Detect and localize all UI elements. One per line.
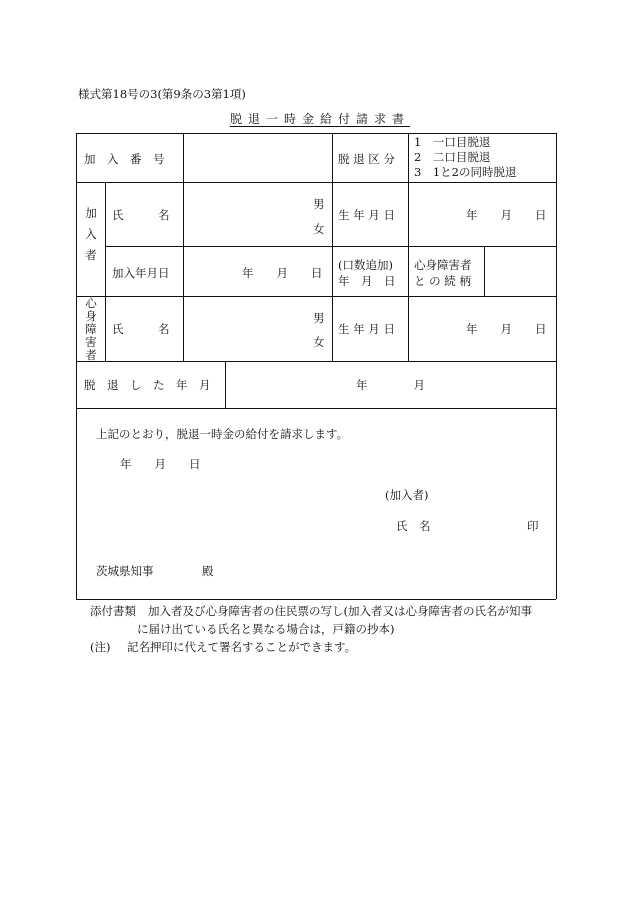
member-group-label: 加入者	[85, 206, 97, 262]
form-code: 様式第18号の3(第9条の3第1項)	[78, 87, 246, 101]
honorific: 殿	[202, 564, 214, 578]
withdrawal-option-1[interactable]: 1 一口目脱退	[414, 135, 491, 149]
withdrawal-month-label: 脱 退 し た 年 月	[84, 378, 211, 392]
applicant-label: (加入者)	[385, 488, 429, 502]
member-name-label: 氏 名	[112, 208, 170, 222]
withdrawal-month-field[interactable]: 年 月	[356, 378, 425, 392]
addressee: 茨城県知事	[96, 564, 154, 578]
join-date-field[interactable]: 年 月 日	[242, 266, 323, 280]
attachments-label: 添付書類	[90, 604, 136, 618]
member-number-label: 加 入 番 号	[84, 152, 165, 166]
member-birthdate-label: 生 年 月 日	[338, 208, 395, 222]
signature-name-label: 氏 名	[396, 519, 431, 533]
attachments-text-line1: 加入者及び心身障害者の住民票の写し(加入者又は心身障害者の氏名が知事	[148, 604, 532, 618]
withdrawal-option-3[interactable]: 3 1と2の同時脱退	[414, 165, 517, 179]
member-number-field[interactable]	[185, 135, 330, 180]
note-label: (注)	[90, 640, 111, 654]
member-birthdate-field[interactable]: 年 月 日	[466, 208, 547, 222]
units-added-label-line2: 年 月 日	[338, 274, 396, 288]
member-sex-female[interactable]: 女	[313, 222, 325, 236]
disabled-sex-male[interactable]: 男	[313, 311, 325, 325]
disabled-group-label: 心身障害者	[85, 296, 97, 362]
disabled-birthdate-field[interactable]: 年 月 日	[466, 322, 547, 336]
disabled-name-field[interactable]	[185, 298, 305, 359]
relation-label-line1: 心身障害者	[414, 258, 472, 272]
note-text: 記名押印に代えて署名することができます。	[127, 640, 357, 654]
member-sex-male[interactable]: 男	[313, 197, 325, 211]
disabled-name-label: 氏 名	[112, 322, 170, 336]
relation-label-line2: と の 続 柄	[414, 274, 471, 288]
relation-field[interactable]	[486, 248, 554, 294]
withdrawal-option-2[interactable]: 2 二口目脱退	[414, 150, 491, 164]
withdrawal-category-label: 脱 退 区 分	[338, 152, 395, 166]
disabled-sex-female[interactable]: 女	[313, 335, 325, 349]
units-added-label-line1: (口数追加)	[338, 258, 393, 272]
seal-mark: 印	[527, 519, 539, 533]
disabled-birthdate-label: 生 年 月 日	[338, 322, 395, 336]
join-date-label: 加入年月日	[112, 266, 170, 280]
member-name-field[interactable]	[185, 184, 305, 244]
declaration-statement: 上記のとおり，脱退一時金の給付を請求します。	[96, 427, 349, 441]
form-title: 脱退一時金給付請求書	[230, 112, 411, 126]
declaration-date[interactable]: 年 月 日	[120, 457, 201, 471]
attachments-text-line2: に届け出ている氏名と異なる場合は，戸籍の抄本)	[137, 622, 395, 636]
signature-name-field[interactable]	[440, 514, 520, 534]
